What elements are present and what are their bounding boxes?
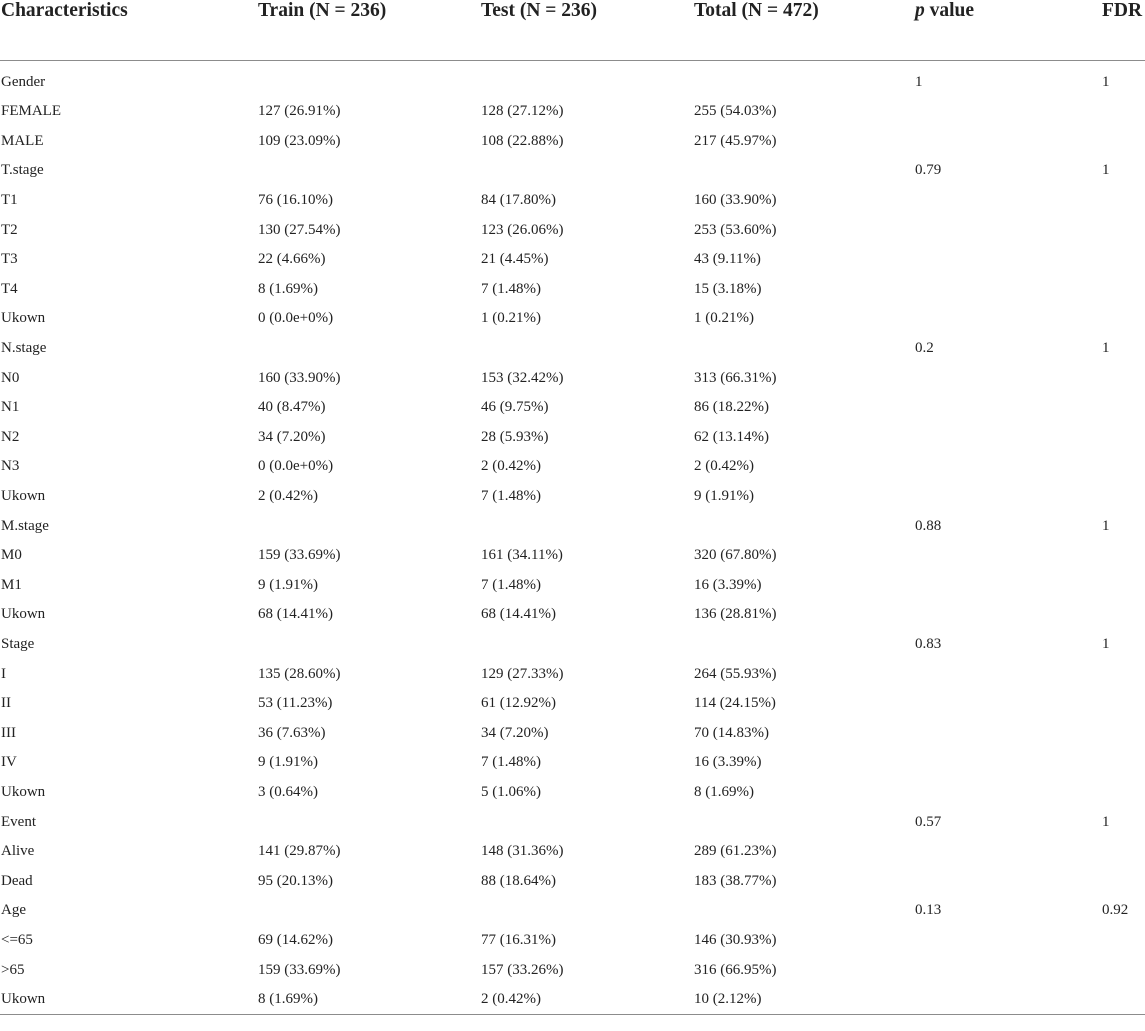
cell-train: 109 (23.09%) — [258, 132, 341, 149]
cell-train: 141 (29.87%) — [258, 843, 341, 860]
cell-characteristic: T.stage — [1, 162, 44, 179]
cell-p-value — [914, 97, 1101, 127]
cell-test — [480, 807, 693, 837]
cell-p-value: 1 — [915, 73, 923, 90]
cell-test: 7 (1.48%) — [481, 576, 541, 593]
cell-test: 88 (18.64%) — [481, 872, 556, 889]
cell-characteristic: Ukown — [1, 488, 46, 505]
table-row — [0, 926, 1145, 956]
cell-fdr — [1101, 659, 1145, 689]
cell-fdr: 1 — [1102, 813, 1110, 830]
header-characteristics: Characteristics — [0, 0, 257, 61]
cell-total: 255 (54.03%) — [694, 103, 777, 120]
cell-train: 2 (0.42%) — [258, 488, 318, 505]
cell-test — [480, 630, 693, 660]
cell-p-value — [914, 541, 1101, 571]
table-row — [0, 334, 1145, 364]
cell-characteristic: N2 — [1, 428, 20, 445]
table-row — [0, 600, 1145, 630]
cell-p-value — [914, 837, 1101, 867]
table-row — [0, 541, 1145, 571]
cell-p-value — [914, 245, 1101, 275]
cell-fdr: 1 — [1102, 635, 1110, 652]
cell-p-value: 0.13 — [915, 902, 942, 919]
cell-fdr — [1101, 482, 1145, 512]
cell-total: 114 (24.15%) — [694, 695, 776, 712]
cell-p-value — [914, 718, 1101, 748]
cell-total — [693, 630, 914, 660]
cell-p-value — [914, 393, 1101, 423]
cell-characteristic: Stage — [1, 635, 35, 652]
cell-p-value — [914, 482, 1101, 512]
cell-characteristic: Event — [1, 813, 36, 830]
table-row — [0, 61, 1145, 98]
cell-fdr: 1 — [1102, 340, 1110, 357]
table-row — [0, 156, 1145, 186]
cell-fdr — [1101, 837, 1145, 867]
cell-fdr — [1101, 275, 1145, 305]
cell-fdr — [1101, 985, 1145, 1015]
cell-test: 1 (0.21%) — [481, 310, 541, 327]
cell-fdr — [1101, 571, 1145, 601]
table-row — [0, 955, 1145, 985]
cell-train: 69 (14.62%) — [258, 931, 333, 948]
cell-fdr — [1101, 452, 1145, 482]
cell-train — [257, 61, 480, 98]
cell-characteristic: N.stage — [1, 340, 47, 357]
table-row — [0, 571, 1145, 601]
cell-characteristic: Ukown — [1, 606, 46, 623]
cell-total: 253 (53.60%) — [694, 221, 777, 238]
cell-p-value: 0.79 — [915, 162, 942, 179]
cell-train: 40 (8.47%) — [258, 399, 326, 416]
cell-p-value — [914, 304, 1101, 334]
table-row — [0, 186, 1145, 216]
cell-train — [257, 896, 480, 926]
cell-test: 46 (9.75%) — [481, 399, 549, 416]
header-value-word: value — [924, 0, 975, 21]
cell-fdr: 1 — [1102, 73, 1110, 90]
cell-characteristic: Gender — [1, 73, 46, 90]
cell-characteristic: N1 — [1, 399, 20, 416]
cell-total: 217 (45.97%) — [694, 132, 777, 149]
table-row — [0, 837, 1145, 867]
cell-total — [693, 61, 914, 98]
cell-characteristic: T4 — [1, 280, 18, 297]
header-row — [0, 0, 1145, 61]
cell-p-value — [914, 659, 1101, 689]
table-row — [0, 215, 1145, 245]
cell-total: 8 (1.69%) — [694, 783, 754, 800]
cell-total: 2 (0.42%) — [694, 458, 754, 475]
cell-total: 16 (3.39%) — [694, 576, 762, 593]
cell-train: 159 (33.69%) — [258, 961, 341, 978]
table-row — [0, 985, 1145, 1015]
cell-fdr — [1101, 97, 1145, 127]
cell-characteristic: MALE — [1, 132, 44, 149]
cell-p-value — [914, 275, 1101, 305]
cell-test: 7 (1.48%) — [481, 754, 541, 771]
table-row — [0, 275, 1145, 305]
cell-train: 130 (27.54%) — [258, 221, 341, 238]
cell-train — [257, 511, 480, 541]
table-row — [0, 866, 1145, 896]
cell-fdr — [1101, 304, 1145, 334]
table-header — [0, 0, 1145, 61]
cell-test: 7 (1.48%) — [481, 280, 541, 297]
cell-total: 136 (28.81%) — [694, 606, 777, 623]
cell-test: 108 (22.88%) — [481, 132, 564, 149]
cell-total: 313 (66.31%) — [694, 369, 777, 386]
cell-test: 148 (31.36%) — [481, 843, 564, 860]
cell-fdr — [1101, 600, 1145, 630]
cell-p-value — [914, 955, 1101, 985]
cell-test: 153 (32.42%) — [481, 369, 564, 386]
cell-fdr — [1101, 955, 1145, 985]
cell-train: 22 (4.66%) — [258, 251, 326, 268]
cell-p-value — [914, 689, 1101, 719]
cell-total: 62 (13.14%) — [694, 428, 769, 445]
cell-fdr — [1101, 541, 1145, 571]
cell-p-value — [914, 571, 1101, 601]
cell-total: 43 (9.11%) — [694, 251, 761, 268]
cell-characteristic: FEMALE — [1, 103, 61, 120]
cell-characteristic: Alive — [1, 843, 35, 860]
table-row — [0, 659, 1145, 689]
table-row — [0, 452, 1145, 482]
cell-fdr — [1101, 363, 1145, 393]
cell-test: 129 (27.33%) — [481, 665, 564, 682]
cell-train: 127 (26.91%) — [258, 103, 341, 120]
cell-characteristic: T2 — [1, 221, 18, 238]
table-row — [0, 393, 1145, 423]
cell-p-value: 0.2 — [915, 340, 934, 357]
cell-characteristic: T3 — [1, 251, 18, 268]
table-row — [0, 245, 1145, 275]
cell-train — [257, 807, 480, 837]
cell-fdr — [1101, 245, 1145, 275]
header-p-italic: p — [915, 0, 925, 21]
cell-total: 70 (14.83%) — [694, 724, 769, 741]
cell-p-value — [914, 985, 1101, 1015]
cell-p-value — [914, 778, 1101, 808]
cell-test — [480, 896, 693, 926]
cell-characteristic: >65 — [1, 961, 25, 978]
table-row — [0, 718, 1145, 748]
header-fdr: FDR — [1101, 0, 1145, 61]
table-row — [0, 363, 1145, 393]
cell-total: 316 (66.95%) — [694, 961, 777, 978]
cell-p-value: 0.88 — [915, 517, 942, 534]
table-row — [0, 423, 1145, 453]
cell-fdr — [1101, 215, 1145, 245]
header-p-value — [914, 0, 1101, 61]
cell-total: 1 (0.21%) — [694, 310, 754, 327]
table-row — [0, 127, 1145, 157]
cell-characteristic: Ukown — [1, 310, 46, 327]
cell-train — [257, 156, 480, 186]
cell-fdr: 1 — [1102, 162, 1110, 179]
cell-test: 128 (27.12%) — [481, 103, 564, 120]
cell-characteristic: M.stage — [1, 517, 49, 534]
cell-characteristic: Age — [1, 902, 26, 919]
cell-test: 123 (26.06%) — [481, 221, 564, 238]
table-row — [0, 748, 1145, 778]
cell-characteristic: M1 — [1, 576, 22, 593]
cell-test: 84 (17.80%) — [481, 192, 556, 209]
cell-total: 15 (3.18%) — [694, 280, 762, 297]
cell-test: 7 (1.48%) — [481, 488, 541, 505]
cell-train — [257, 630, 480, 660]
cell-train: 8 (1.69%) — [258, 280, 318, 297]
cell-total: 264 (55.93%) — [694, 665, 777, 682]
cell-train: 159 (33.69%) — [258, 547, 341, 564]
table-row — [0, 511, 1145, 541]
cell-characteristic: Dead — [1, 872, 33, 889]
cell-characteristic: II — [1, 695, 11, 712]
table-body — [0, 61, 1145, 1015]
cell-characteristic: <=65 — [1, 931, 33, 948]
cell-total: 9 (1.91%) — [694, 488, 754, 505]
cell-p-value — [914, 127, 1101, 157]
cell-train: 68 (14.41%) — [258, 606, 333, 623]
cell-fdr — [1101, 186, 1145, 216]
cell-p-value — [914, 452, 1101, 482]
cell-total: 183 (38.77%) — [694, 872, 777, 889]
header-train: Train (N = 236) — [257, 0, 480, 61]
cell-p-value — [914, 423, 1101, 453]
cell-fdr: 0.92 — [1102, 902, 1129, 919]
cell-test: 157 (33.26%) — [481, 961, 564, 978]
cell-train: 8 (1.69%) — [257, 985, 480, 1015]
cell-characteristic: I — [1, 665, 6, 682]
table-row — [0, 304, 1145, 334]
table-row — [0, 896, 1145, 926]
cell-total — [693, 807, 914, 837]
cell-total: 16 (3.39%) — [694, 754, 762, 771]
header-test: Test (N = 236) — [480, 0, 693, 61]
cell-fdr — [1101, 778, 1145, 808]
cell-total: 10 (2.12%) — [693, 985, 914, 1015]
table-row — [0, 689, 1145, 719]
cell-characteristic: III — [1, 724, 16, 741]
cell-train: 3 (0.64%) — [258, 783, 318, 800]
cell-total: 160 (33.90%) — [694, 192, 777, 209]
cell-train: 0 (0.0e+0%) — [258, 310, 334, 327]
cell-train: 34 (7.20%) — [258, 428, 326, 445]
cell-fdr — [1101, 748, 1145, 778]
cell-test: 34 (7.20%) — [481, 724, 549, 741]
cell-fdr — [1101, 866, 1145, 896]
cell-fdr — [1101, 689, 1145, 719]
cell-characteristic: N3 — [1, 458, 20, 475]
cell-test — [480, 334, 693, 364]
cell-test: 68 (14.41%) — [481, 606, 556, 623]
table-row — [0, 807, 1145, 837]
cell-train: 53 (11.23%) — [258, 695, 333, 712]
cell-total — [693, 896, 914, 926]
cell-p-value — [914, 186, 1101, 216]
cell-test: 161 (34.11%) — [481, 547, 563, 564]
table-row — [0, 778, 1145, 808]
cell-fdr — [1101, 926, 1145, 956]
cell-p-value: 0.83 — [915, 635, 942, 652]
cell-p-value: 0.57 — [915, 813, 942, 830]
cell-characteristic: T1 — [1, 192, 18, 209]
cell-test: 5 (1.06%) — [481, 783, 541, 800]
cell-fdr — [1101, 423, 1145, 453]
cell-characteristic: IV — [1, 754, 17, 771]
cell-characteristic: Ukown — [1, 783, 46, 800]
cell-fdr — [1101, 393, 1145, 423]
cell-train: 95 (20.13%) — [258, 872, 333, 889]
cell-fdr: 1 — [1102, 517, 1110, 534]
cell-total — [693, 156, 914, 186]
cell-test — [480, 156, 693, 186]
cell-test: 28 (5.93%) — [481, 428, 549, 445]
cell-train — [257, 334, 480, 364]
cell-p-value — [914, 215, 1101, 245]
table-row — [0, 97, 1145, 127]
header-total: Total (N = 472) — [693, 0, 914, 61]
cell-test: 2 (0.42%) — [481, 458, 541, 475]
cell-total — [693, 334, 914, 364]
table-row — [0, 630, 1145, 660]
cell-test — [480, 61, 693, 98]
cell-train: 36 (7.63%) — [258, 724, 326, 741]
cell-test — [480, 511, 693, 541]
cell-total: 320 (67.80%) — [694, 547, 777, 564]
cell-train: 160 (33.90%) — [258, 369, 341, 386]
cell-train: 9 (1.91%) — [258, 754, 318, 771]
cell-train: 9 (1.91%) — [258, 576, 318, 593]
cell-test: 2 (0.42%) — [480, 985, 693, 1015]
cell-p-value — [914, 748, 1101, 778]
cell-test: 21 (4.45%) — [481, 251, 549, 268]
cell-p-value — [914, 363, 1101, 393]
cell-characteristic: M0 — [1, 547, 22, 564]
cell-total: 86 (18.22%) — [694, 399, 769, 416]
cell-characteristic: N0 — [1, 369, 20, 386]
cell-train: 135 (28.60%) — [258, 665, 341, 682]
cell-fdr — [1101, 127, 1145, 157]
cell-p-value — [914, 600, 1101, 630]
cell-test: 61 (12.92%) — [481, 695, 556, 712]
cell-characteristic: Ukown — [0, 985, 257, 1015]
cell-train: 0 (0.0e+0%) — [258, 458, 334, 475]
cell-fdr — [1101, 718, 1145, 748]
cell-test: 77 (16.31%) — [481, 931, 556, 948]
cell-total: 289 (61.23%) — [694, 843, 777, 860]
cell-train: 76 (16.10%) — [258, 192, 333, 209]
cell-p-value — [914, 866, 1101, 896]
cell-total: 146 (30.93%) — [694, 931, 777, 948]
cell-p-value — [914, 926, 1101, 956]
table-row — [0, 482, 1145, 512]
cell-total — [693, 511, 914, 541]
